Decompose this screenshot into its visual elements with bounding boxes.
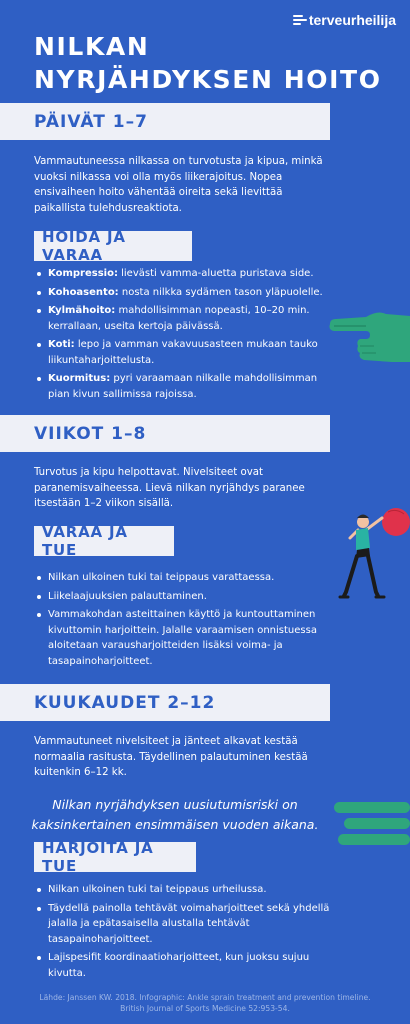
- logo-text: terveurheilija: [308, 12, 396, 28]
- section-heading-weeks: VIIKOT 1–8: [0, 415, 330, 452]
- section-paragraph-days: Vammautuneessa nilkassa on turvotusta ja kipua, minkä vuoksi nilkassa voi olla myös liikerajoitus. Nopea ensivaiheen hoito vähentää oireita sekä lievittää paikallista tulehdusreaktiota.: [34, 156, 323, 214]
- section-paragraph-weeks: Turvotus ja kipu helpottavat. Nivelsiteet ovat paranemisvaiheessa. Lievä nilkan nyrjähdys paranee itsestään 1–2 viikon sisällä.: [34, 467, 305, 510]
- list-item: Koti: lepo ja vamman vakavuusasteen mukaan tauko liikuntaharjoittelusta.: [36, 337, 332, 368]
- section-paragraph-months: Vammautuneet nivelsiteet ja jänteet alkavat kestää normaalia rasitusta. Täydellinen palautuminen kestää kuitenkin 6–12 kk.: [34, 736, 308, 779]
- source-citation: Lähde: Janssen KW. 2018. Infographic: Ankle sprain treatment and prevention timeline. British Journal of Sports Medicine 52:953-54.: [39, 993, 371, 1013]
- subheading-varaa-ja-tue: VARAA JA TUE: [34, 526, 174, 556]
- title-line-2: NYRJÄHDYKSEN HOITO: [34, 65, 382, 94]
- list-item: Vammakohdan asteittainen käyttö ja kuntouttaminen kivuttomin harjoittein. Jalalle varaamisen onnistuessa aloitetaan varausharjoitteiden lisäksi voima- ja tasapainoharjoitteet.: [36, 607, 332, 669]
- list-days: [36, 266, 332, 405]
- list-item: Liikelaajuuksien palauttaminen.: [36, 589, 332, 605]
- list-item: Kuormitus: pyri varaamaan nilkalle mahdollisimman pian kivun sallimissa rajoissa.: [36, 371, 332, 402]
- exercise-woman-icon: [326, 500, 410, 630]
- speed-lines-icon: [330, 800, 410, 848]
- list-item: Nilkan ulkoinen tuki tai teippaus urheilussa.: [36, 882, 332, 898]
- list-months: [36, 882, 332, 984]
- logo-lines-icon: [293, 14, 307, 26]
- subheading-harjoita-ja-tue: HARJOITA JA TUE: [34, 842, 196, 872]
- pointing-hand-icon: [326, 304, 410, 366]
- risk-quote: Nilkan nyrjähdyksen uusiutumisriski on kaksinkertainen ensimmäisen vuoden aikana.: [31, 797, 319, 832]
- brand-logo: [293, 10, 396, 30]
- list-item: Nilkan ulkoinen tuki tai teippaus varattaessa.: [36, 570, 332, 586]
- subheading-hoida-ja-varaa: HOIDA JA VARAA: [34, 231, 192, 261]
- list-item: Kylmähoito: mahdollisimman nopeasti, 10–20 min. kerrallaan, useita kertoja päivässä.: [36, 303, 332, 334]
- list-item: Kohoasento: nosta nilkka sydämen tason yläpuolelle.: [36, 285, 332, 301]
- list-item: Lajispesifit koordinaatioharjoitteet, kun juoksu sujuu kivutta.: [36, 950, 332, 981]
- section-heading-months: KUUKAUDET 2–12: [0, 684, 330, 721]
- title-line-1: NILKAN: [34, 32, 150, 61]
- list-item: Täydellä painolla tehtävät voimaharjoitteet sekä yhdellä jalalla ja epätasaisella alustalla tehtävät tasapainoharjoitteet.: [36, 901, 332, 948]
- list-item: Kompressio: lievästi vamma-aluetta puristava side.: [36, 266, 332, 282]
- list-weeks: [36, 570, 332, 672]
- section-heading-days: PÄIVÄT 1–7: [0, 103, 330, 140]
- page-title: [34, 30, 382, 96]
